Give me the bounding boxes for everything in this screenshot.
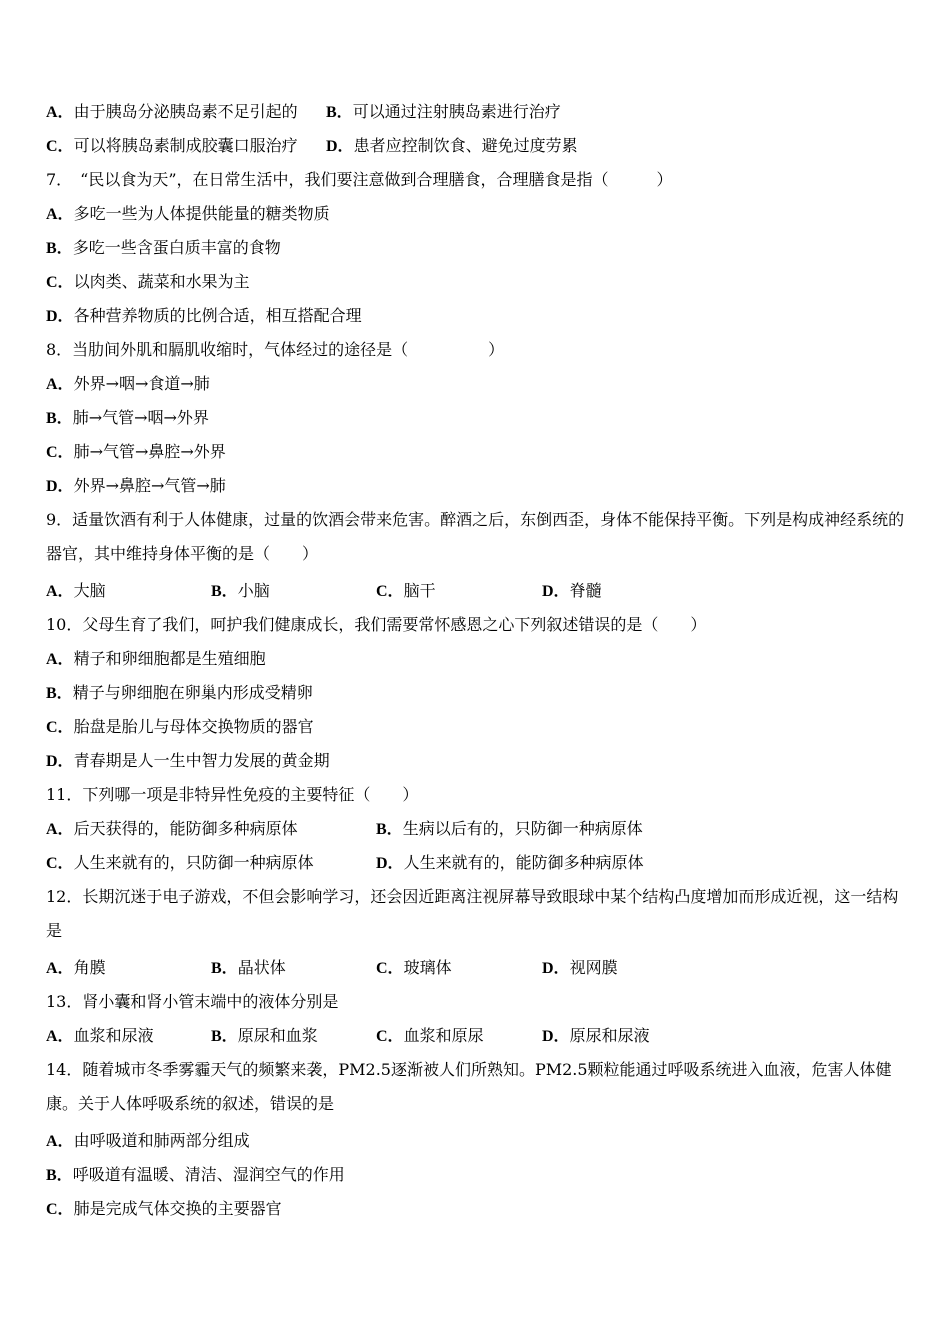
option-label: A．: [46, 583, 74, 600]
q11-option-d: [376, 853, 644, 874]
option-label: D．: [542, 583, 570, 600]
option-label: C．: [46, 855, 74, 872]
option-text: 可以将胰岛素制成胶囊口服治疗: [73, 136, 298, 155]
option-label: C．: [46, 444, 74, 461]
q7-option-a: [46, 204, 330, 225]
option-label: D．: [542, 960, 570, 977]
q13-option-a: [46, 1026, 154, 1047]
option-label: A．: [46, 206, 74, 223]
option-label: B．: [211, 583, 238, 600]
option-text: 人生来就有的，能防御多种病原体: [403, 853, 644, 872]
option-text: 后天获得的，能防御多种病原体: [73, 819, 298, 838]
option-label: B．: [376, 821, 403, 838]
option-label: A．: [46, 651, 74, 668]
q6-option-d: [326, 136, 578, 157]
q14-stem: 14．随着城市冬季雾霾天气的频繁来袭，PM2.5逐渐被人们所熟知。PM2.5颗粒能通过呼吸系统进入血液，危害人体健康。关于人体呼吸系统的叙述，错误的是: [46, 1060, 892, 1113]
q6-option-b: [326, 102, 561, 123]
q11-stem: 11．下列哪一项是非特异性免疫的主要特征（ ）: [46, 785, 419, 804]
option-text: 以肉类、蔬菜和水果为主: [73, 272, 250, 291]
option-text: 肺是完成气体交换的主要器官: [73, 1199, 282, 1218]
option-label: B．: [46, 685, 73, 702]
q10-option-d: [46, 751, 330, 772]
q12-stem: 12．长期沉迷于电子游戏，不但会影响学习，还会因近距离注视屏幕导致眼球中某个结构凸度增加而形成近视，这一结构是: [46, 887, 899, 940]
q8-stem: 8．当肋间外肌和膈肌收缩时，气体经过的途径是（ ）: [46, 340, 505, 359]
q8-option-c: [46, 442, 226, 463]
option-label: B．: [211, 1028, 238, 1045]
option-label: B．: [46, 410, 73, 427]
option-text: 可以通过注射胰岛素进行治疗: [352, 102, 561, 121]
option-text: 角膜: [73, 958, 106, 977]
q14-option-c: [46, 1199, 282, 1220]
option-text: 肺→气管→咽→外界: [72, 408, 209, 427]
option-label: B．: [211, 960, 238, 977]
option-label: A．: [46, 376, 74, 393]
option-text: 视网膜: [569, 958, 618, 977]
q14-option-a: [46, 1131, 250, 1152]
option-label: C．: [46, 1201, 74, 1218]
option-label: D．: [542, 1028, 570, 1045]
q7-option-c: [46, 272, 250, 293]
option-text: 患者应控制饮食、避免过度劳累: [353, 136, 578, 155]
q9-option-c: [376, 581, 436, 602]
option-text: 外界→咽→食道→肺: [73, 374, 210, 393]
option-text: 由呼吸道和肺两部分组成: [73, 1131, 250, 1150]
q12-option-c: [376, 958, 452, 979]
option-label: D．: [46, 308, 74, 325]
option-text: 精子和卵细胞都是生殖细胞: [73, 649, 266, 668]
option-label: C．: [376, 1028, 404, 1045]
option-text: 血浆和尿液: [73, 1026, 154, 1045]
q9-stem: 9．适量饮酒有利于人体健康，过量的饮酒会带来危害。醉酒之后，东倒西歪，身体不能保持平衡。下列是构成神经系统的器官，其中维持身体平衡的是（ ）: [46, 510, 905, 563]
option-label: B．: [46, 1167, 73, 1184]
option-label: A．: [46, 821, 74, 838]
option-text: 原尿和血浆: [237, 1026, 318, 1045]
option-label: C．: [376, 583, 404, 600]
option-text: 人生来就有的，只防御一种病原体: [73, 853, 314, 872]
option-text: 多吃一些为人体提供能量的糖类物质: [73, 204, 330, 223]
q11-option-a: [46, 819, 298, 840]
option-label: A．: [46, 1028, 74, 1045]
option-text: 原尿和尿液: [569, 1026, 650, 1045]
q8-option-a: [46, 374, 210, 395]
option-label: D．: [46, 478, 74, 495]
option-text: 青春期是人一生中智力发展的黄金期: [73, 751, 330, 770]
q8-option-b: [46, 408, 209, 429]
option-text: 小脑: [237, 581, 270, 600]
option-text: 多吃一些含蛋白质丰富的食物: [72, 238, 281, 257]
option-label: B．: [326, 104, 353, 121]
q14-option-b: [46, 1165, 345, 1186]
option-label: C．: [376, 960, 404, 977]
q7-option-b: [46, 238, 281, 259]
option-text: 大脑: [73, 581, 106, 600]
option-label: C．: [46, 138, 74, 155]
option-text: 胎盘是胎儿与母体交换物质的器官: [73, 717, 314, 736]
option-text: 晶状体: [237, 958, 286, 977]
q13-option-b: [211, 1026, 318, 1047]
q9-option-b: [211, 581, 270, 602]
q10-option-b: [46, 683, 313, 704]
q9-option-a: [46, 581, 106, 602]
q10-stem: 10．父母生育了我们，呵护我们健康成长，我们需要常怀感恩之心下列叙述错误的是（ ）: [46, 615, 707, 634]
q13-option-d: [542, 1026, 650, 1047]
option-label: B．: [46, 240, 73, 257]
q8-option-d: [46, 476, 226, 497]
q7-option-d: [46, 306, 362, 327]
q12-option-a: [46, 958, 106, 979]
q7-stem: 7． “民以食为天”，在日常生活中，我们要注意做到合理膳食，合理膳食是指（ ）: [46, 170, 673, 189]
q6-option-a: [46, 102, 298, 123]
q6-option-c: [46, 136, 298, 157]
q9-option-d: [542, 581, 602, 602]
option-text: 脑干: [403, 581, 436, 600]
option-text: 脊髓: [569, 581, 602, 600]
q10-option-a: [46, 649, 266, 670]
q12-option-d: [542, 958, 618, 979]
q10-option-c: [46, 717, 314, 738]
option-label: C．: [46, 274, 74, 291]
option-label: A．: [46, 104, 74, 121]
q13-stem: 13．肾小囊和肾小管末端中的液体分别是: [46, 992, 339, 1011]
option-text: 各种营养物质的比例合适，相互搭配合理: [73, 306, 362, 325]
option-text: 外界→鼻腔→气管→肺: [73, 476, 226, 495]
option-label: D．: [326, 138, 354, 155]
q13-option-c: [376, 1026, 484, 1047]
option-label: D．: [46, 753, 74, 770]
option-text: 玻璃体: [403, 958, 452, 977]
option-text: 由于胰岛分泌胰岛素不足引起的: [73, 102, 298, 121]
option-text: 生病以后有的，只防御一种病原体: [402, 819, 643, 838]
option-text: 呼吸道有温暖、清洁、湿润空气的作用: [72, 1165, 345, 1184]
option-text: 肺→气管→鼻腔→外界: [73, 442, 226, 461]
q11-option-c: [46, 853, 314, 874]
option-text: 血浆和原尿: [403, 1026, 484, 1045]
q12-option-b: [211, 958, 286, 979]
option-text: 精子与卵细胞在卵巢内形成受精卵: [72, 683, 313, 702]
option-label: D．: [376, 855, 404, 872]
q11-option-b: [376, 819, 643, 840]
option-label: A．: [46, 960, 74, 977]
option-label: A．: [46, 1133, 74, 1150]
option-label: C．: [46, 719, 74, 736]
